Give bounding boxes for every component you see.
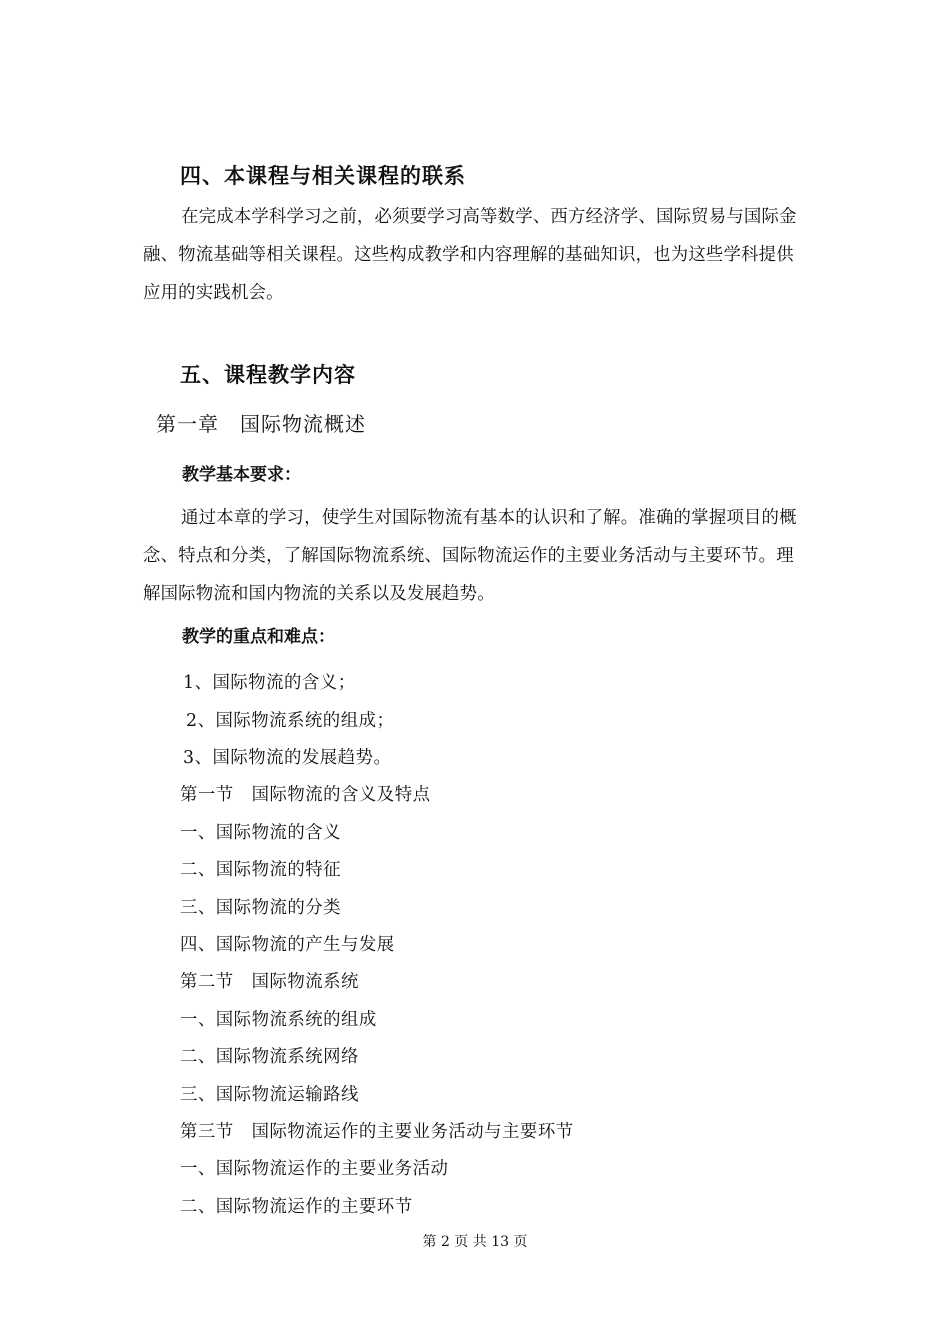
outline-item: 四、国际物流的产生与发展 xyxy=(180,935,395,955)
outline-item: 二、国际物流系统网络 xyxy=(180,1047,359,1067)
outline-item: 一、国际物流的含义 xyxy=(180,823,342,843)
basic-requirements-text: 通过本章的学习，使学生对国际物流有基本的认识和了解。准确的掌握项目的概念、特点和分类，了解国际物流系统、国际物流运作的主要业务活动与主要环节。理解国际物流和国内物流的关系以及发展趋势。 xyxy=(143,508,797,604)
outline-item: 二、国际物流运作的主要环节 xyxy=(180,1197,413,1217)
section4-paragraph: 在完成本学科学习之前，必须要学习高等数学、西方经济学、国际贸易与国际金融、物流基础等相关课程。这些构成教学和内容理解的基础知识，也为这些学科提供应用的实践机会。 xyxy=(143,207,797,303)
outline-item: 三、国际物流的分类 xyxy=(180,898,342,918)
key-point-item: 1、国际物流的含义； xyxy=(183,673,356,693)
outline-item: 一、国际物流运作的主要业务活动 xyxy=(180,1159,449,1179)
outline-item: 二、国际物流的特征 xyxy=(180,860,342,880)
section5-heading: 五、课程教学内容 xyxy=(180,363,356,387)
key-points-label: 教学的重点和难点： xyxy=(182,627,335,647)
outline-item: 一、国际物流系统的组成 xyxy=(180,1010,377,1030)
chapter-title: 第一章 国际物流概述 xyxy=(156,412,366,436)
section4-heading: 四、本课程与相关课程的联系 xyxy=(180,164,466,188)
key-point-item: 3、国际物流的发展趋势。 xyxy=(183,748,392,768)
outline-item: 三、国际物流运输路线 xyxy=(180,1085,359,1105)
page-footer: 第 2 页 共 13 页 xyxy=(422,1234,528,1250)
outline-section-title: 第一节 国际物流的含义及特点 xyxy=(180,785,431,805)
outline-section-title: 第三节 国际物流运作的主要业务活动与主要环节 xyxy=(180,1122,574,1142)
key-point-item: 2、国际物流系统的组成； xyxy=(186,711,395,731)
basic-requirements-label: 教学基本要求： xyxy=(182,465,301,485)
outline-section-title: 第二节 国际物流系统 xyxy=(180,972,359,992)
